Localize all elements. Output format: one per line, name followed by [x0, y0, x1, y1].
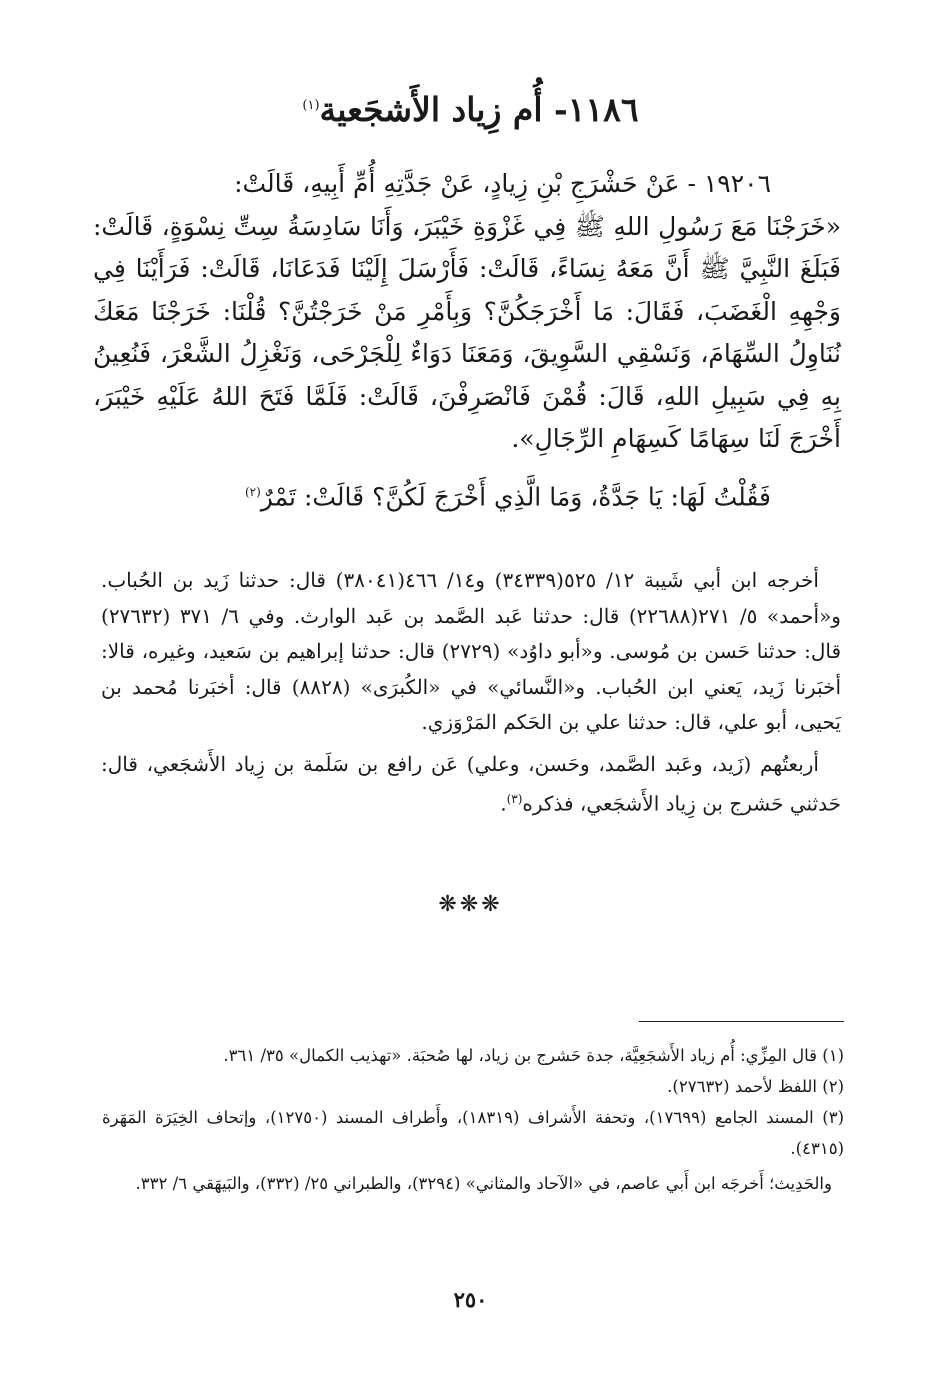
takhrij-footnote-ref: (٣) — [506, 792, 523, 806]
footnote-3: (٣) المسند الجامع (١٧٦٩٩)، وتحفة الأَشراف (١٨٣١٩)، وأَطراف المسند (١٢٧٥٠)، وإتحاف الخِيَرَة المَهَرة (٤٣١٥). — [102, 1108, 845, 1158]
section-separator: ❋❋❋ — [438, 892, 503, 917]
hadith-footnote-ref: (٢) — [244, 484, 261, 499]
hadith-question-text: فَقُلْتُ لَهَا: يَا جَدَّةُ، وَمَا الَّذِي أَخْرَجَ لَكُنَّ؟ قَالَتْ: تَمْرٌ — [260, 481, 771, 511]
takhrij-paragraph-2: أربعتُهم (زَيد، وعَبد الصَّمد، وحَسن، وعلي) عَن رافع بن سَلَمة بن زِياد الأَشجَعي، قال: حَدثني حَشرج بن زِياد الأَشجَعي، فذكره$^{(٣)}$. — [101, 751, 841, 816]
hadith-question — [93, 471, 841, 519]
page-number: ٢٥٠ — [453, 1287, 488, 1312]
chapter-footnote-ref: (١) — [302, 98, 320, 113]
footnotes — [102, 1040, 844, 1199]
footnote-divider — [639, 1021, 844, 1022]
hadith-text — [93, 163, 841, 518]
takhrij-section — [101, 563, 841, 822]
takhrij-paragraph-1: أخرجه ابن أبي شَيبة ١٢/ ٥٢٥(٣٤٣٣٩) و١٤/ ٤٦٦(٣٨٠٤١) قال: حدثنا زَيد بن الحُباب. و«أحمد» ٥/ ٢٧١(٢٢٦٨٨) قال: حدثنا عَبد الصَّمد بن عَبد الوارث. وفي ٦/ ٣٧١ (٢٧٦٣٢) قال: حدثنا حَسن بن مُوسى. و«أبو داوُد» (٢٧٢٩) قال: حدثنا إبراهيم بن سَعيد، وغيره، قالا: أخبَرنا زَيد، يَعني ابن الحُباب. و«النَّسائي» في «الكُبرَى» (٨٨٢٨) قال: أخبَرنا مُحمد بن يَحيى، أبو علي، قال: حدثنا علي بن الحَكم المَرْوَزي. — [101, 568, 842, 734]
footnote-2: (٢) اللفظ لأحمد (٢٧٦٣٢). — [667, 1077, 844, 1096]
chapter-heading-text: ١١٨٦- أُم زِياد الأَشجَعية — [319, 90, 639, 129]
takhrij-paragraph-2-text: أربعتُهم (زَيد، وعَبد الصَّمد، وحَسن، وعلي) عَن رافع بن سَلَمة بن زِياد الأَشجَعي، قال: حَدثني حَشرج بن زِياد الأَشجَعي، فذكره — [101, 751, 841, 816]
chapter-heading — [0, 76, 941, 140]
hadith-intro: ١٩٢٠٦ - عَنْ حَشْرَجِ بْنِ زِيادٍ، عَنْ جَدَّتِهِ أُمِّ أَبِيهِ، قَالَتْ: — [234, 169, 771, 198]
footnote-1: (١) قال المِزِّي: أُم زياد الأَشجَعِيَّة، جدة حَشرج بن زياد، لها صُحبَة. «تهذيب الكمال» ٣٥/ ٣٦١. — [223, 1046, 844, 1065]
hadith-body: «خَرَجْنَا مَعَ رَسُولِ اللهِ ﷺ فِي غَزْوَةِ خَيْبَرَ، وَأَنَا سَادِسَةُ سِتِّ نِسْوَةٍ، قَالَتْ: فَبَلَغَ النَّبِيَّ ﷺ أَنَّ مَعَهُ نِسَاءً، قَالَتْ: فَأَرْسَلَ إِلَيْنَا فَدَعَانَا، قَالَتْ: فَرَأَيْنَا فِي وَجْهِهِ الْغَضَبَ، فَقَالَ: مَا أَخْرَجَكُنَّ؟ وَبِأَمْرِ مَنْ خَرَجْتُنَّ؟ قُلْنَا: خَرَجْنَا مَعَكَ نُنَاوِلُ السِّهَامَ، وَنَسْقِي السَّوِيقَ، وَمَعَنَا دَوَاءٌ لِلْجَرْحَى، وَنَغْزِلُ الشَّعْرَ، فَنُعِينُ بِهِ فِي سَبِيلِ اللهِ، قَالَ: قُمْنَ فَانْصَرِفْنَ، قَالَتْ: فَلَمَّا فَتَحَ اللهُ عَلَيْهِ خَيْبَرَ، أَخْرَجَ لَنَا سِهَامًا كَسِهَامِ الرِّجَالِ». — [93, 211, 841, 453]
footnote-3-continued: والحَدِيث؛ أَخرجَه ابن أَبي عاصم، في «الآحاد والمثاني» (٣٢٩٤)، والطبراني ٢٥/ (٣٣٢)، والبَيهَقي ٦/ ٣٣٢. — [135, 1174, 832, 1193]
